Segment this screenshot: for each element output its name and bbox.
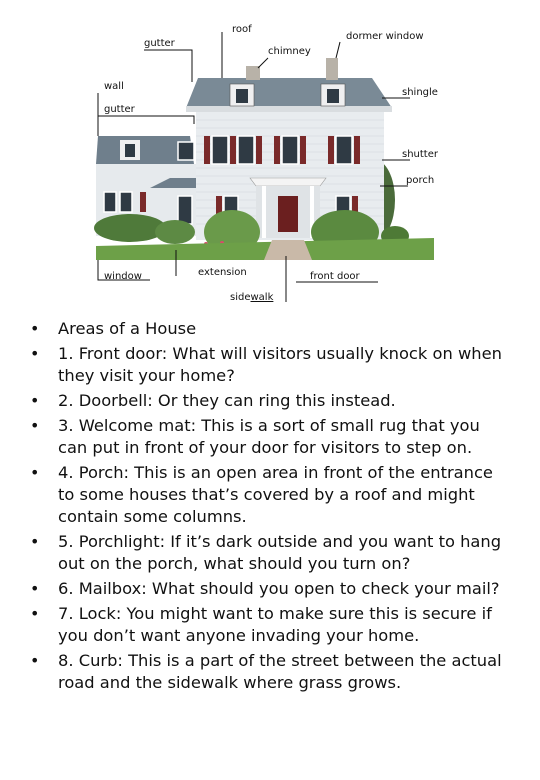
bullet-dot: • — [30, 651, 40, 670]
label-wall: wall — [104, 81, 124, 92]
bullet-dot: • — [30, 579, 40, 598]
bullet-dot: • — [30, 344, 40, 363]
bullet-text: 7. Lock: You might want to make sure this is secure if you don’t want anyone invading your home. — [58, 604, 492, 645]
bullet-dot: • — [30, 463, 40, 482]
bullet-dot: • — [30, 604, 40, 623]
label-dormer-window: dormer window — [346, 31, 424, 42]
label-front-door: front door — [310, 271, 360, 282]
label-window: window — [104, 271, 142, 282]
bullet-dot: • — [30, 391, 40, 410]
bullet-text: 8. Curb: This is a part of the street between the actual road and the sidewalk where grass grows. — [58, 651, 502, 692]
label-sidewalk-prefix: side — [230, 292, 251, 303]
label-porch: porch — [406, 175, 435, 186]
bullet-item — [30, 578, 510, 600]
bullet-text: 1. Front door: What will visitors usually knock on when they visit your home? — [58, 344, 502, 385]
bullet-dot: • — [30, 319, 40, 338]
bullet-item — [30, 531, 510, 575]
bullet-list — [30, 318, 510, 697]
front-door-shape — [278, 196, 298, 232]
label-gutter-side: gutter — [104, 104, 135, 115]
bullet-dot: • — [30, 416, 40, 435]
bullet-text: Areas of a House — [58, 319, 197, 338]
label-gutter-top: gutter — [144, 38, 175, 49]
label-shingle: shingle — [402, 87, 438, 98]
bullet-item — [30, 318, 510, 340]
label-roof: roof — [232, 24, 252, 35]
bullet-item — [30, 603, 510, 647]
bullet-item — [30, 415, 510, 459]
bullet-dot: • — [30, 532, 40, 551]
bullet-text: 4. Porch: This is an open area in front of the entrance to some houses that’s covered by a roof and might contain some columns. — [58, 463, 493, 526]
house-diagram — [0, 0, 540, 310]
bullet-item — [30, 462, 510, 528]
label-shutter: shutter — [402, 149, 438, 160]
bullet-text: 5. Porchlight: If it’s dark outside and you want to hang out on the porch, what should you turn on? — [58, 532, 502, 573]
label-extension: extension — [198, 267, 247, 278]
bullet-text: 2. Doorbell: Or they can ring this instead. — [58, 391, 396, 410]
label-sidewalk — [230, 292, 273, 303]
label-chimney: chimney — [268, 46, 311, 57]
walkway-shape — [264, 240, 312, 260]
label-sidewalk-underlined: walk — [250, 292, 274, 303]
bullet-text: 6. Mailbox: What should you open to check your mail? — [58, 579, 500, 598]
bullet-text: 3. Welcome mat: This is a sort of small rug that you can put in front of your door for visitors to step on. — [58, 416, 480, 457]
bullet-item — [30, 650, 510, 694]
bullet-item — [30, 390, 510, 412]
roof-shape — [186, 78, 392, 108]
bullet-item — [30, 343, 510, 387]
